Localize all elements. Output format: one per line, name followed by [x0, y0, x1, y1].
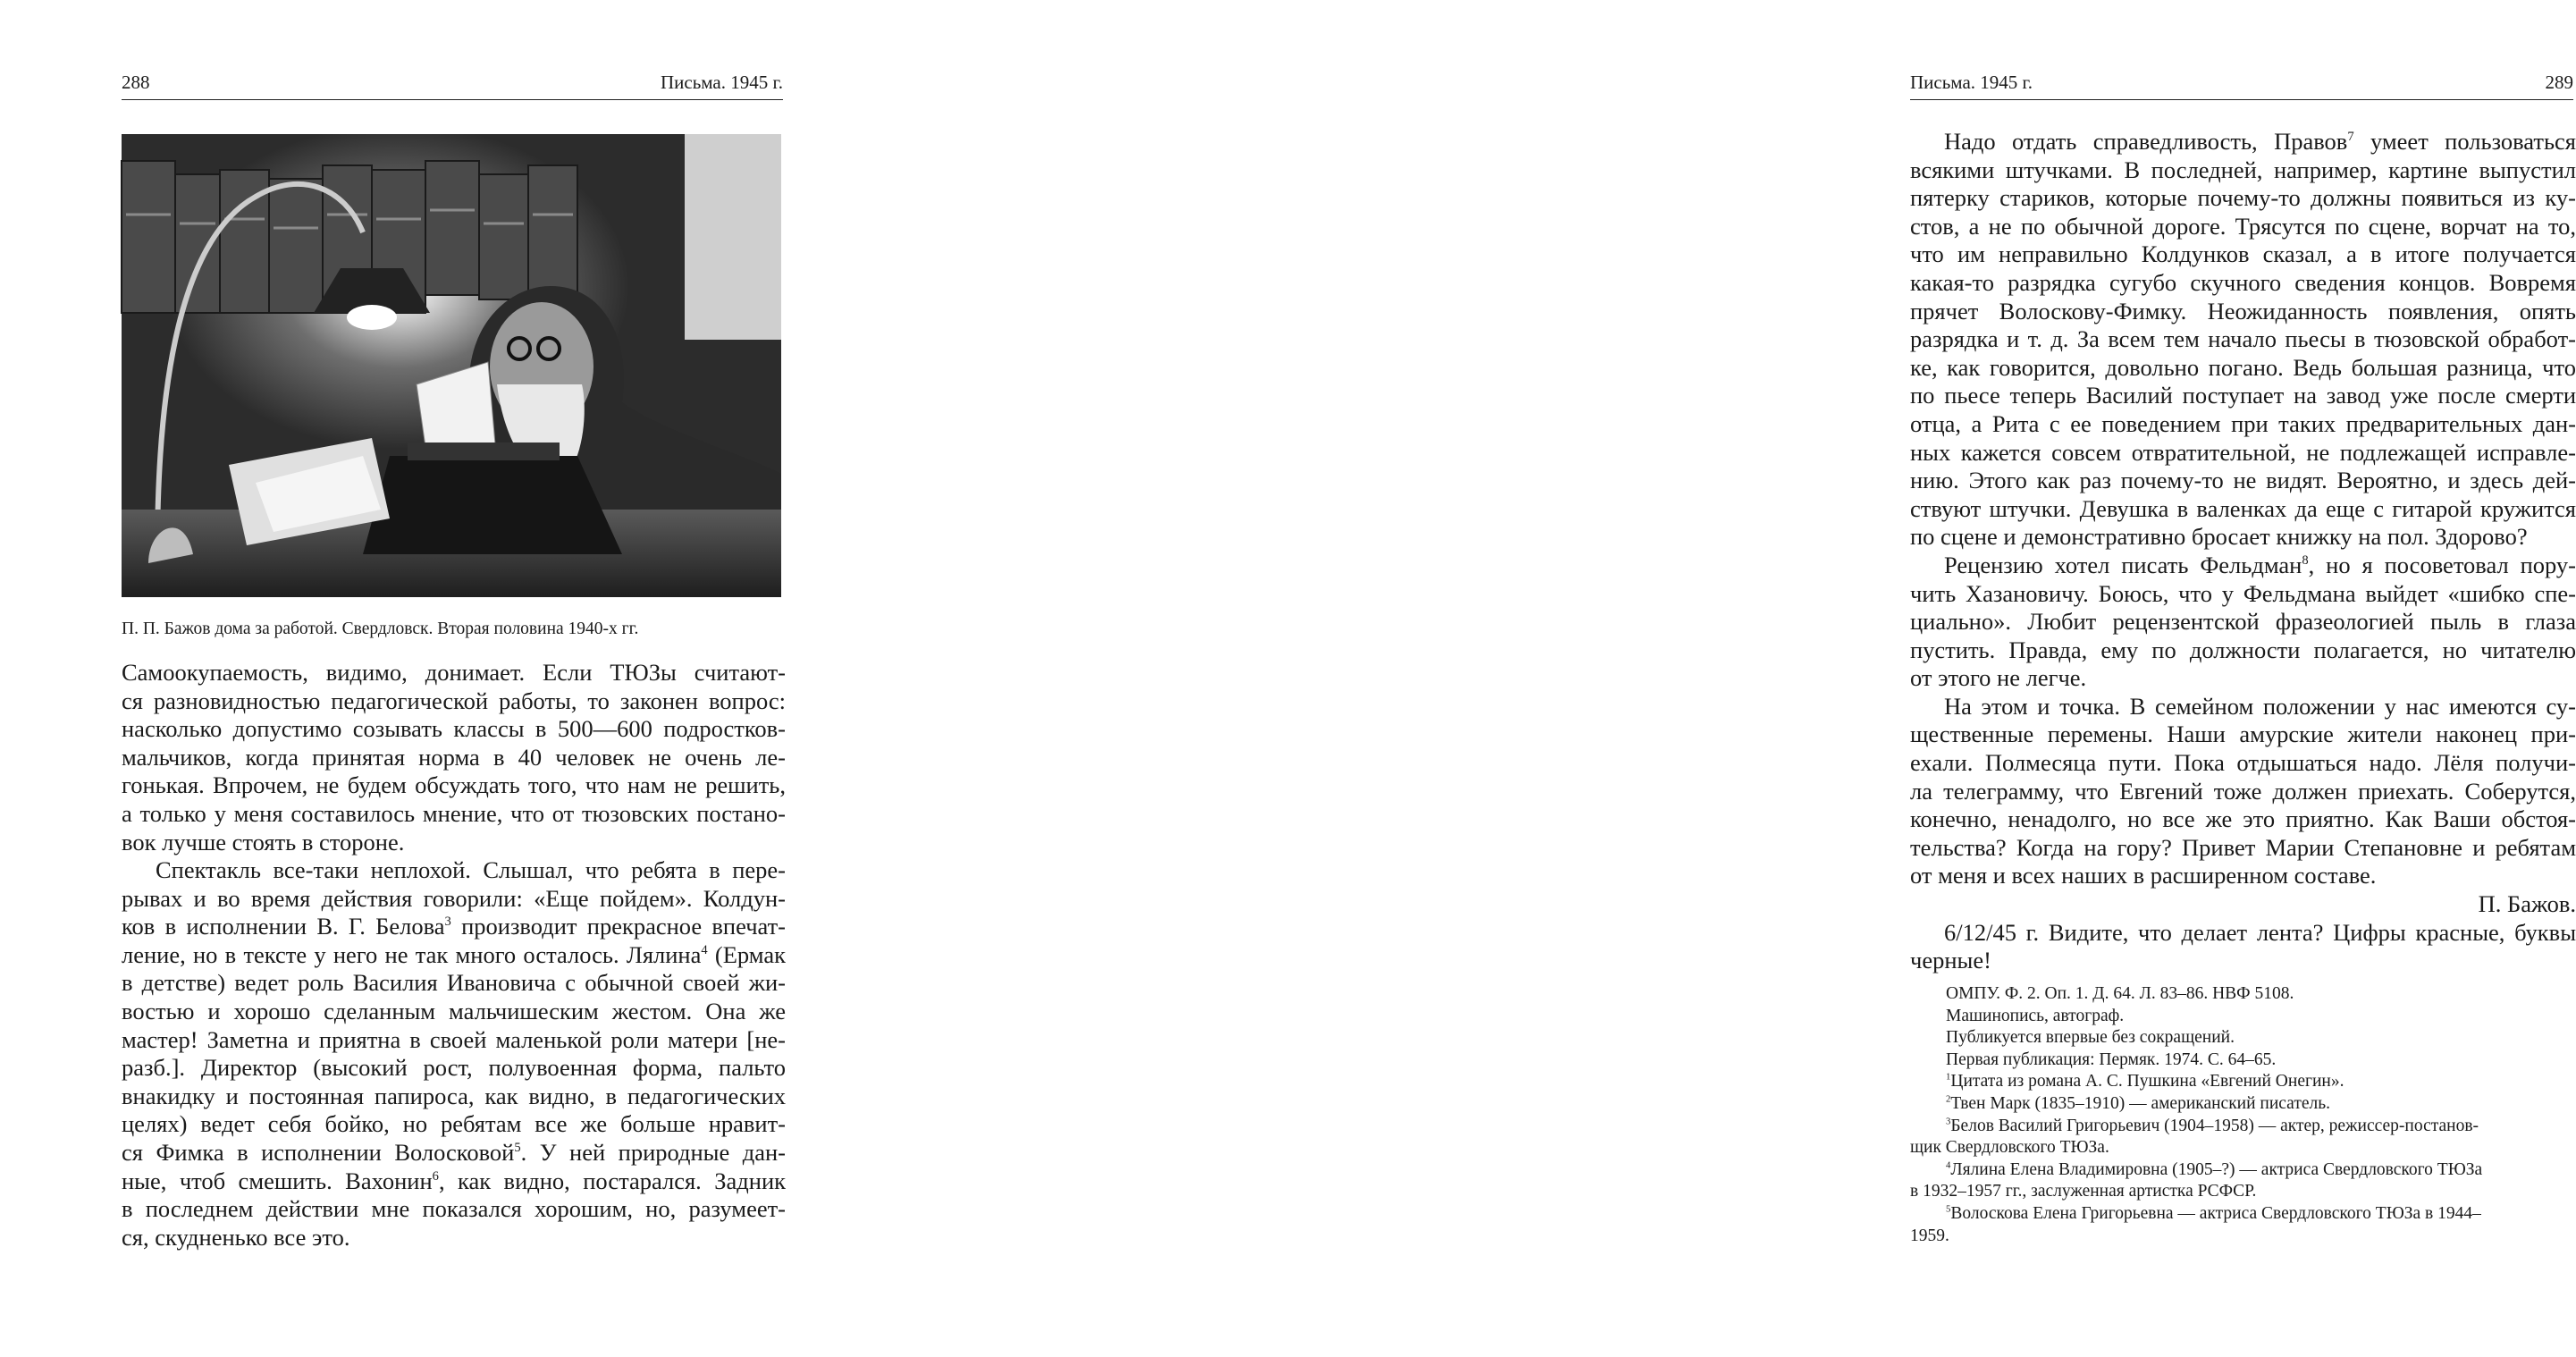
photo-illustration — [122, 134, 781, 597]
text-fragment: ся Фимка в исполнении Волосковой — [122, 1138, 515, 1166]
text-line: насколько допустимо созывать классы в 500—600 подростков- — [122, 715, 786, 743]
text-line: в детстве) ведет роль Василия Ивановича с обычной своей жи- — [122, 969, 786, 997]
footnote-mark: 8 — [2302, 553, 2309, 569]
text-line: пустить. Правда, ему по должности полагается, но читателю — [1910, 636, 2576, 663]
text-line: ствуют штучки. Девушка в валенках да еще с гитарой кружится — [1910, 494, 2576, 522]
postscript-line: 6/12/45 г. Видите, что делает лента? Цифры красные, буквы — [1944, 918, 2576, 946]
left-paragraph-2 — [122, 856, 786, 1252]
text-line: востью и хорошо сделанным мальчишеским жестом. Она же — [122, 997, 786, 1024]
footnote-mark: 3 — [1946, 1116, 1951, 1127]
text-line: по пьесе теперь Василий поступает на завод уже после смерти — [1910, 382, 2576, 409]
text-fragment: Надо отдать справедливость, Правов — [1944, 128, 2348, 155]
text-line: нию. Этого как раз почему-то не видят. Вероятно, и здесь дей- — [1910, 467, 2576, 494]
text-fragment: ков в исполнении В. Г. Белова — [122, 913, 445, 940]
text-line: какая-то разрядка сугубо скучного сведения концов. Вовремя — [1910, 268, 2576, 296]
text-line — [122, 1139, 786, 1167]
archival-note: Машинопись, автограф. — [1946, 1006, 2125, 1025]
footnote-mark: 5 — [514, 1141, 521, 1156]
footnote-mark: 6 — [432, 1168, 439, 1184]
footnote-mark: 4 — [1946, 1159, 1951, 1171]
footnote-text: Твен Марк (1835–1910) — американский писатель. — [1950, 1093, 2331, 1113]
footnote-mark: 4 — [701, 942, 708, 957]
text-line: разб.]. Директор (высокий рост, полувоенная форма, пальто — [122, 1054, 786, 1082]
footnote-text: Цитата из романа А. С. Пушкина «Евгений Онегин». — [1950, 1072, 2344, 1092]
text-line: мастер! Заметна и приятна в своей маленькой роли матери [не- — [122, 1025, 786, 1053]
footnote-mark: 1 — [1946, 1071, 1951, 1083]
footnote — [1946, 1116, 2576, 1138]
footnote — [1946, 1071, 2576, 1093]
right-header-rule — [1910, 99, 2573, 100]
text-line: пятерку стариков, которые почему-то должны появиться из ку- — [1910, 184, 2576, 212]
archival-note: ОМПУ. Ф. 2. Оп. 1. Д. 64. Л. 83–86. НВФ 5108. — [1946, 984, 2294, 1003]
footnote-mark: 2 — [1946, 1093, 1951, 1105]
text-line — [1910, 128, 2576, 156]
footnote — [1946, 1203, 2576, 1226]
text-line: тельства? Когда на гору? Привет Марии Степановне и ребятам — [1910, 833, 2576, 861]
left-paragraph-1 — [122, 659, 786, 856]
text-fragment: . У ней природные дан- — [520, 1138, 786, 1166]
text-line: гонькая. Впрочем, не будем обсуждать того, что нам не решить, — [122, 771, 786, 799]
text-line: щественные перемены. Наши амурские жители наконец при- — [1910, 721, 2576, 748]
text-fragment: умеет пользоваться — [2353, 128, 2576, 155]
footnote-mark: 5 — [1946, 1203, 1951, 1215]
text-line: ся, скудненько все это. — [122, 1223, 350, 1251]
text-line: циально». Любит рецензентской фразеологией пыль в глаза — [1910, 608, 2576, 636]
left-page — [0, 0, 894, 1357]
text-fragment: производит прекрасное впечат- — [450, 913, 787, 940]
text-line — [122, 913, 786, 941]
photo-bazhov-at-typewriter — [122, 134, 781, 597]
text-line: ла телеграмму, что Евгений тоже должен приехать. Соберутся, — [1910, 777, 2576, 805]
text-line: На этом и точка. В семейном положении у нас имеются су- — [1944, 692, 2576, 720]
text-fragment: , как видно, постарался. Задник — [438, 1167, 787, 1194]
footnote-text: Лялина Елена Владимировна (1905–?) — актриса Свердловского ТЮЗа — [1950, 1159, 2483, 1179]
archival-notes-and-footnotes — [1910, 983, 2576, 1247]
text-line: Самоокупаемость, видимо, донимает. Если ТЮЗы считают- — [122, 659, 786, 686]
text-line: конечно, ненадолго, но все же это приятно. Как Ваши обстоя- — [1910, 805, 2576, 833]
left-running-head — [122, 66, 783, 98]
footnote-mark: 7 — [2347, 130, 2354, 145]
right-page-number: 289 — [2545, 72, 2573, 93]
archival-note: Публикуется впервые без сокращений. — [1946, 1028, 2235, 1048]
text-line: всякими штучками. В последней, например, картине выпустил — [1910, 156, 2576, 183]
footnote-continuation: щик Свердловского ТЮЗа. — [1910, 1138, 2109, 1158]
signature: П. Бажов. — [2478, 890, 2576, 918]
text-fragment: ление, но в тексте у него не так много осталось. Лялина — [122, 940, 702, 968]
footnote-mark: 3 — [444, 914, 451, 930]
left-running-title: Письма. 1945 г. — [660, 72, 783, 93]
text-line: ехали. Полмесяца пути. Пока отдышаться надо. Лёля получи- — [1910, 749, 2576, 777]
text-line: от этого не легче. — [1910, 664, 2087, 692]
text-line: внакидку и постоянная папироса, как видно, в педагогических — [122, 1082, 786, 1109]
text-fragment: Рецензию хотел писать Фельдман — [1944, 551, 2302, 578]
text-line: стов, а не по обычной дороге. Трясутся по сцене, ворчат на то, — [1910, 212, 2576, 240]
footnote — [1946, 1093, 2576, 1116]
footnote-continuation: в 1932–1957 гг., заслуженная артистка РСФСР. — [1910, 1182, 2257, 1201]
postscript-line: черные! — [1910, 947, 1991, 974]
text-line: чить Хазановичу. Боюсь, что у Фельдмана выйдет «шибко спе- — [1910, 579, 2576, 607]
text-line: от меня и всех наших в расширенном составе. — [1910, 862, 2377, 889]
text-fragment: , но я посоветовал пору- — [2308, 551, 2576, 578]
text-line: целях) ведет себя бойко, но ребятам все же больше нравит- — [122, 1110, 786, 1138]
text-fragment: (Ермак — [707, 940, 786, 968]
left-header-rule — [122, 99, 783, 100]
archival-note: Первая публикация: Пермяк. 1974. С. 64–65. — [1946, 1049, 2277, 1069]
text-line: рывах и во время действия говорили: «Еще пойдем». Колдун- — [122, 884, 786, 912]
text-line — [122, 941, 786, 970]
text-fragment: ные, чтоб смешить. Вахонин — [122, 1167, 433, 1194]
text-line: ке, как говорится, довольно погано. Ведь большая разница, что — [1910, 353, 2576, 381]
footnote-text: Белов Василий Григорьевич (1904–1958) — актер, режиссер-постанов- — [1950, 1116, 2479, 1135]
text-line: в последнем действии мне показался хорошим, но, разумеет- — [122, 1195, 786, 1223]
text-line: отца, а Рита с ее поведением при таких предварительных дан- — [1910, 409, 2576, 437]
text-line — [1910, 552, 2576, 580]
right-running-title: Письма. 1945 г. — [1910, 72, 2033, 93]
text-line: что им неправильно Колдунков сказал, а в итоге получается — [1910, 240, 2576, 268]
right-page — [894, 0, 2576, 1357]
text-line — [122, 1167, 786, 1196]
text-line: по сцене и демонстративно бросает книжку на пол. Здорово? — [1910, 523, 2528, 551]
right-paragraph-1 — [1910, 128, 2576, 975]
text-line: прячет Волоскову-Фимку. Неожиданность появления, опять — [1910, 297, 2576, 324]
footnote-text: Волоскова Елена Григорьевна — актриса Свердловского ТЮЗа в 1944– — [1950, 1203, 2481, 1223]
text-line: вок лучше стоять в стороне. — [122, 828, 405, 856]
text-line: ся разновидностью педагогической работы, то законен вопрос: — [122, 687, 786, 714]
text-line: разрядка и т. д. За всем тем начало пьесы в тюзовской обработ- — [1910, 325, 2576, 353]
left-page-number: 288 — [122, 72, 150, 93]
footnote — [1946, 1159, 2576, 1182]
photo-caption: П. П. Бажов дома за работой. Свердловск. Вторая половина 1940-х гг. — [122, 620, 639, 638]
footnote-continuation: 1959. — [1910, 1226, 1949, 1245]
text-line: мальчиков, когда принятая норма в 40 человек не очень ле- — [122, 743, 786, 771]
text-line: а только у меня составилось мнение, что от тюзовских постано- — [122, 799, 786, 827]
text-line: Спектакль все-таки неплохой. Слышал, что ребята в пере- — [156, 856, 786, 883]
text-line: ных кажется совсем отвратительной, не подлежащей исправле- — [1910, 438, 2576, 466]
right-running-head — [1910, 66, 2573, 98]
